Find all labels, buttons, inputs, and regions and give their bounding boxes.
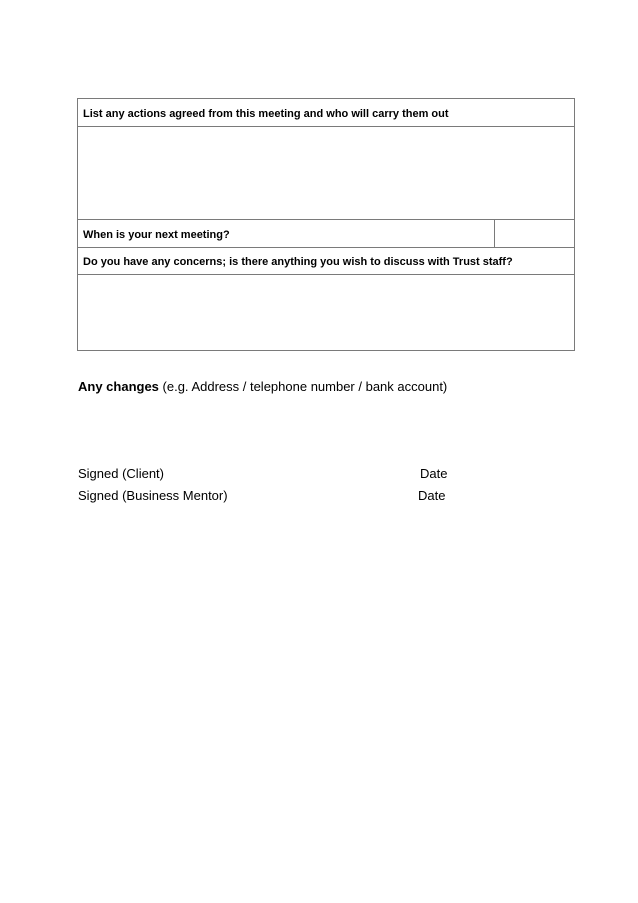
signed-client-label: Signed (Client) <box>78 466 164 481</box>
signed-mentor-label: Signed (Business Mentor) <box>78 488 228 503</box>
actions-answer-field[interactable] <box>78 127 574 219</box>
concerns-answer-field[interactable] <box>78 275 574 350</box>
concerns-answer-cell[interactable] <box>78 275 574 350</box>
concerns-header-row <box>78 248 574 275</box>
meeting-form-table <box>77 98 575 351</box>
changes-label-bold: Any changes <box>78 379 159 394</box>
next-meeting-row <box>78 220 574 248</box>
actions-label: List any actions agreed from this meeting and who will carry them out <box>83 108 449 120</box>
changes-line <box>78 379 447 394</box>
client-date-label: Date <box>420 466 448 481</box>
next-meeting-label: When is your next meeting? <box>83 229 230 241</box>
actions-answer-cell[interactable] <box>78 127 574 220</box>
actions-header-row <box>78 99 574 127</box>
mentor-date-label: Date <box>418 488 446 503</box>
next-meeting-answer-field[interactable] <box>494 220 574 247</box>
concerns-label: Do you have any concerns; is there anything you wish to discuss with Trust staff? <box>83 256 513 268</box>
changes-label-example: (e.g. Address / telephone number / bank account) <box>158 379 448 394</box>
